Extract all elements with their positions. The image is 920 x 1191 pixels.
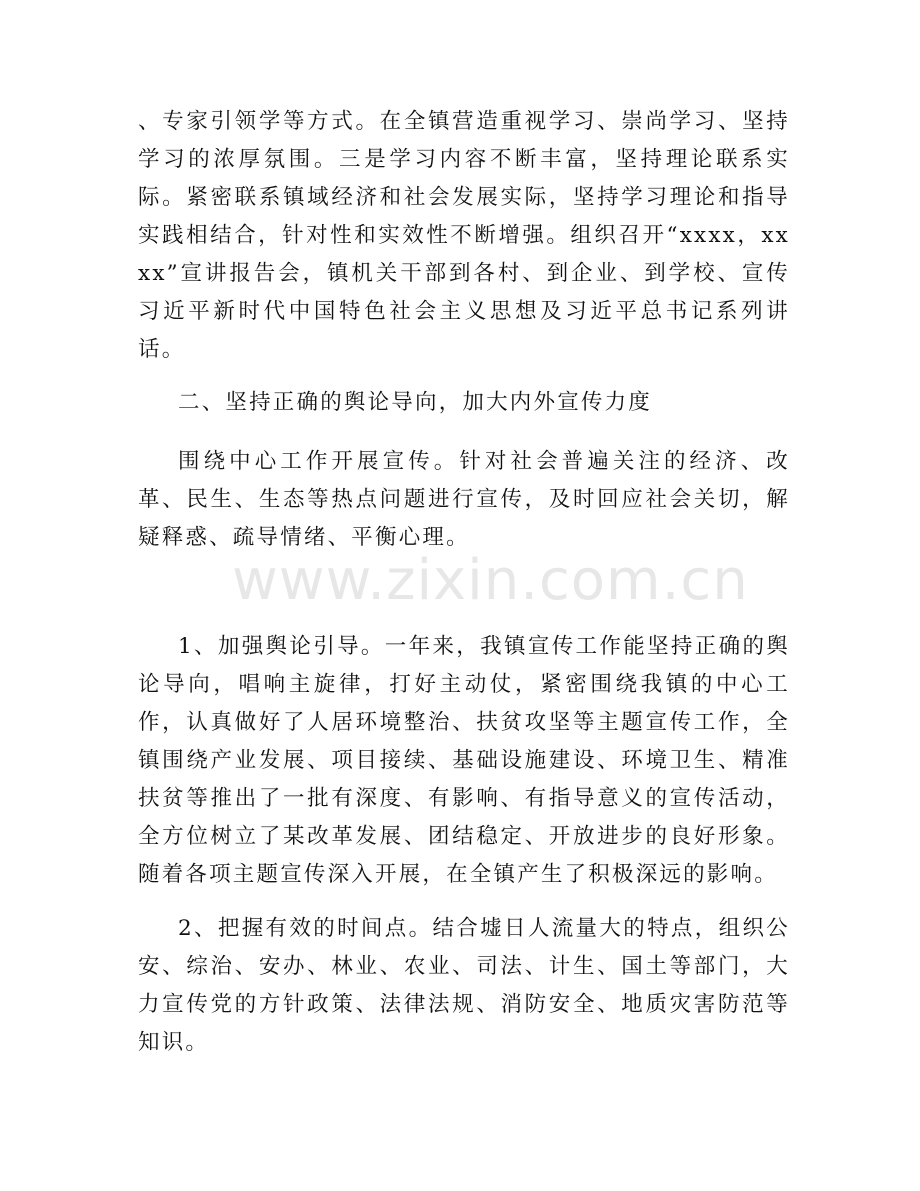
body-paragraph: 1、加强舆论引导。一年来，我镇宣传工作能坚持正确的舆论导向，唱响主旋律，打好主动仗，紧密围绕我镇的中心工作，认真做好了人居环境整治、扶贫攻坚等主题宣传工作，全镇围绕产业发展、项目接续、基础设施建设、环境卫生、精准扶贫等推出了一批有深度、有影响、有指导意义的宣传活动，全方位树立了某改革发展、团结稳定、开放进步的良好形象。随着各项主题宣传深入开展，在全镇产生了积极深远的影响。 — [138, 634, 790, 887]
watermark: www.zixin.com.cn — [232, 548, 749, 613]
body-paragraph: 2、把握有效的时间点。结合墟日人流量大的特点，组织公安、综治、安办、林业、农业、司法、计生、国土等部门，大力宣传党的方针政策、法律法规、消防安全、地质灾害防范等知识。 — [138, 916, 790, 1055]
section-heading: 二、坚持正确的舆论导向，加大内外宣传力度 — [178, 390, 653, 415]
body-paragraph: 、专家引领学等方式。在全镇营造重视学习、崇尚学习、坚持学习的浓厚氛围。三是学习内容不断丰富，坚持理论联系实际。紧密联系镇域经济和社会发展实际，坚持学习理论和指导实践相结合，针对性和实效性不断增强。组织召开“xxxx，xxxx”宣讲报告会，镇机关干部到各村、到企业、到学校、宣传习近平新时代中国特色社会主义思想及习近平总书记系列讲话。 — [138, 109, 790, 362]
body-paragraph: 围绕中心工作开展宣传。针对社会普遍关注的经济、改革、民生、生态等热点问题进行宣传，及时回应社会关切，解疑释惑、疏导情绪、平衡心理。 — [138, 449, 790, 550]
